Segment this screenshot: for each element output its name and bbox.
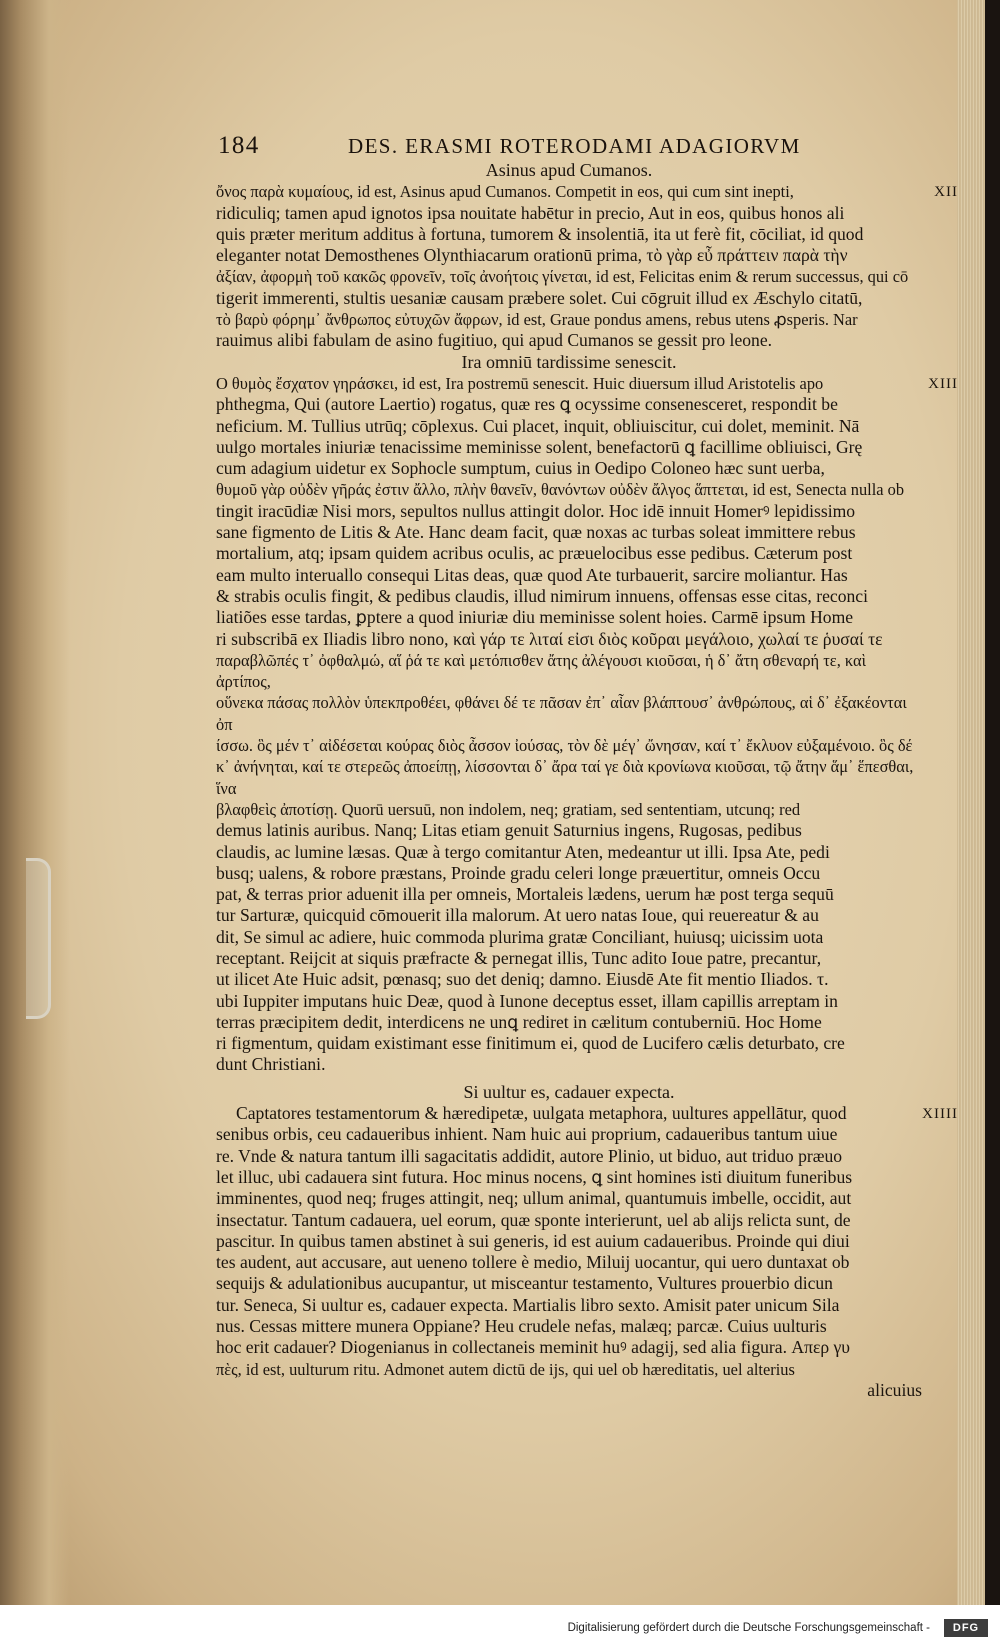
running-title: DES. ERASMI ROTERODAMI ADAGIORVM [348, 134, 801, 158]
text-line: pascitur. In quibus tamen abstinet à sui generis, id est auium cadaueribus. Proinde qui diui [216, 1230, 850, 1251]
text-line: ἀξίαν, ἀφορμὴ τοῦ κακῶς φρονεῖν, τοῖς ἀνοήτοις γίνεται, id est, Felicitas enim & rerum successus, qui cō [216, 267, 909, 287]
text-line: Captatores testamentorum & hæredipetæ, uulgata metaphora, uultures appellātur, quod [236, 1103, 847, 1124]
funding-credit: Digitalisierung gefördert durch die Deutsche Forschungsgemeinschaft - [567, 1622, 930, 1634]
text-line: ίσσω. ὃς μέν τ᾽ αἰδέσεται κούρας διὸς ἆσσον ἰούσας, τὸν δὲ μέγ᾽ ὤνησαν, καί τ᾽ ἔκλυον εὐξαμένοιο. ὃς δέ [216, 736, 913, 756]
text-line: Ο θυμὸς ἔσχατον γηράσκει, id est, Ira postremū senescit. Huic diuersum illud Aristotelis apo [216, 373, 824, 393]
text-line: re. Vnde & natura tantum illi sagacitatis addidit, autore Plinio, ut biduo, aut triduo præuo [216, 1145, 843, 1166]
text-line: uulgo mortales iniuriæ tenacissime meminisse solent, benefactorū ꝗ facillime obliuisci, Grę [216, 436, 863, 457]
main-text-block [216, 160, 958, 1401]
text-line: tigerit immerenti, stultis uesaniæ causam præbere solet. Cui cōgruit illud ex Æschylo citatū, [216, 287, 863, 308]
text-line: ri figmentum, quidam existimant esse finitimum ei, quod de Lucifero cælis deturbato, cre [216, 1033, 845, 1054]
text-line: eam multo interuallo consequi Litas deas, quæ quod Ate turbauerit, sarcire moliantur. Has [216, 564, 848, 585]
text-line: dunt Christiani. [216, 1054, 326, 1075]
text-line: pat, & terras prior aduenit illa per omneis, Mortaleis lædens, uerum hæ post terga sequū [216, 884, 834, 905]
adage-title: Ira omniū tardissime senescit. [461, 351, 677, 372]
adage-title: Si uultur es, cadauer expecta. [463, 1081, 675, 1102]
text-line: mortalium, atq; ipsam quidem acribus oculis, ac præuelocibus esse pedibus. Cæterum post [216, 543, 853, 564]
text-line: sequijs & adulationibus aucupantur, ut misceantur testamento, Vultures prouerbio dicun [216, 1273, 833, 1294]
text-line: βλαφθεὶς ἀποτίσῃ. Quorū uersuū, non indolem, neq; gratiam, sed sententiam, utcunq; red [216, 799, 801, 819]
adage-numeral: XII [934, 184, 958, 200]
text-line: eleganter notat Demosthenes Olynthiacarum orationū prima, τὸ γὰρ εὖ πράττειν παρὰ τὴν [216, 245, 848, 266]
text-line: alicuius [867, 1379, 922, 1400]
text-line: ubi Iuppiter imputans huic Deæ, quod à Iunone deceptus esset, illam capillis arreptam in [216, 990, 838, 1011]
text-line: insectatur. Tantum cadauera, uel eorum, quæ sponte interierunt, uel ab alijs relicta sunt, de [216, 1209, 851, 1230]
text-line: liatiões esse tardas, ꝑptere a quod iniuriæ diu meminisse solent hoies. Carmē ipsum Home [216, 607, 854, 628]
text-line: phthegma, Qui (autore Laertio) rogatus, quæ res ꝗ ocyssime consenesceret, respondit be [216, 394, 838, 415]
text-line: ri subscribā ex Iliadis libro nono, καὶ γάρ τε λιταί εἰσι διὸς κοῦραι μεγάλοιο, χωλαί τε ῥυσαί τε [216, 628, 883, 649]
running-header [218, 132, 830, 162]
text-line: ut ilicet Ate Huic adsit, pœnasq; suo det deniq; damno. Eiusdē Ate fit mentio Iliados. τ. [216, 969, 829, 990]
adage-numeral: XIIII [922, 1105, 958, 1122]
text-line: ridiculiq; tamen apud ignotos ipsa nouitate habētur in precio, Aut in eos, quibus honos ali [216, 202, 845, 223]
text-line: τὸ βαρὺ φόρημ᾽ ἄνθρωπος εὐτυχῶν ἄφρων, id est, Graue pondus amens, rebus utens ꝓsperis. Nar [216, 310, 858, 330]
text-line: quis præter meritum additus à fortuna, tumorem & insolentiā, ita ut ferè fit, cōciliat, id quod [216, 223, 864, 244]
text-line: πὲς, id est, uulturum ritu. Admonet autem dictū de ijs, qui uel ob hæreditatis, uel alterius [216, 1359, 795, 1379]
text-line: let illuc, ubi cadauera sint futura. Hoc minus nocens, ꝗ sint homines isti diuitum funeribus [216, 1166, 853, 1187]
text-line: dit, Se simul ac adiere, huic commoda plurima gratæ Conciliant, huiusq; uicissim uota [216, 926, 824, 947]
adage-numeral: XIII [928, 375, 958, 392]
text-line: tingit iracūdiæ Nisi mors, sepultos nullus attingit dolor. Hoc idē innuit Homerꝰ lepidissimo [216, 500, 856, 521]
text-line: nus. Cessas mittere munera Oppiane? Heu crudele nefas, malæq; parcæ. Cuius uulturis [216, 1316, 827, 1337]
text-line: rauimus alibi fabulam de asino fugitiuo, qui apud Cumanos se gessit pro leone. [216, 330, 773, 351]
text-line: terras præcipitem dedit, interdicens ne unꝗ rediret in cælitum contuberniū. Hoc Home [216, 1011, 822, 1032]
text-line: tur Sarturæ, quicquid cōmouerit illa malorum. At uero natas Ioue, qui reuereatur & au [216, 905, 819, 926]
dfg-logo: DFG [944, 1619, 988, 1637]
text-line: neficium. M. Tullius utrūq; cōplexus. Cui placet, inquit, obliuiscitur, cui dolet, meminit. Nā [216, 415, 860, 436]
page-number: 184 [218, 132, 260, 159]
text-line: hoc erit cadauer? Diogenianus in collectaneis meminit huꝰ adagij, sed alia figura. Απερ γυ [216, 1337, 851, 1358]
text-line: tes audent, aut accusare, aut ueneno tollere è medio, Miluij uocantur, qui uero duntaxat ob [216, 1252, 850, 1273]
text-line: busq; ualens, & robore præstans, Proinde gradu celeri longe præuertitur, omneis Occu [216, 862, 821, 883]
text-line: claudis, ac lumine læsas. Quæ à tergo comitantur Aten, medeantur ut illi. Ipsa Ate, pedi [216, 841, 830, 862]
text-line: sane figmento de Litis & Ate. Hanc deam facit, quæ noxas ac turbas soleat immittere rebus [216, 522, 856, 543]
adage-section [216, 1081, 958, 1401]
text-line: tur. Seneca, Si uultur es, cadauer expecta. Martialis libro sexto. Amisit pater unicum Sila [216, 1294, 840, 1315]
footer-bar [0, 1605, 1000, 1646]
text-line: οὕνεκα πάσας πολλὸν ὑπεκπροθέει, φθάνει δέ τε πᾶσαν ἐπ᾽ αἶαν βλάπτουσ᾽ ἀνθρώπους, αἱ δ᾽ ἐξακέονται ὀπ [216, 693, 907, 734]
book-gutter-shadow [0, 0, 70, 1605]
text-line: & strabis oculis fingit, & pedibus claudis, illud nimirum innuens, offensas esse citas, reconci [216, 585, 868, 606]
adage-section [216, 351, 958, 1076]
text-line: παραβλῶπές τ᾽ ὀφθαλμώ, αἵ ῥά τε καὶ μετόπισθεν ἄτης ἀλέγουσι κιοῦσαι, ἡ δ᾽ ἄτη σθεναρή τε, καὶ ἀρτίπος, [216, 650, 866, 692]
text-line: receptant. Reijcit at siquis præfracte & pernegat illis, Tunc adito Ioue patre, precantur, [216, 947, 822, 968]
text-line: ὄνος παρὰ κυμαίους, id est, Asinus apud Cumanos. Competit in eos, qui cum sint inepti, [216, 182, 794, 202]
text-line: senibus orbis, ceu cadaueribus inhient. Nam huic aui proprium, cadaueribus tantum uiue [216, 1124, 838, 1145]
text-line: cum adagium uidetur ex Sophocle sumptum, cuius in Oedipo Coloneo hæc sunt uerba, [216, 458, 825, 479]
text-line: κ᾽ ἀνήνηται, καί τε στερεῶς ἀποείπῃ, λίσσονται δ᾽ ἄρα ταί γε διὰ κρονίωνα κιοῦσαι, τῷ ἄτην ἅμ᾽ ἕπεσθαι, ἵνα [216, 757, 914, 798]
page-edge-stack [957, 0, 985, 1605]
page-clip [26, 858, 51, 1019]
text-line: demus latinis auribus. Nanq; Litas etiam genuit Saturnius ingens, Rugosas, pedibus [216, 820, 802, 841]
adage-section [216, 160, 958, 352]
text-line: θυμοῦ γὰρ οὐδὲν γῆράς ἐστιν ἄλλο, πλὴν θανεῖν, θανόντων οὐδὲν ἄλγος ἅπτεται, id est, Senecta nulla ob [216, 480, 905, 500]
adage-title: Asinus apud Cumanos. [485, 160, 653, 180]
text-line: imminentes, quod neq; fruges attingit, neq; ullum animal, quantumuis imbelle, occidit, aut [216, 1188, 852, 1209]
